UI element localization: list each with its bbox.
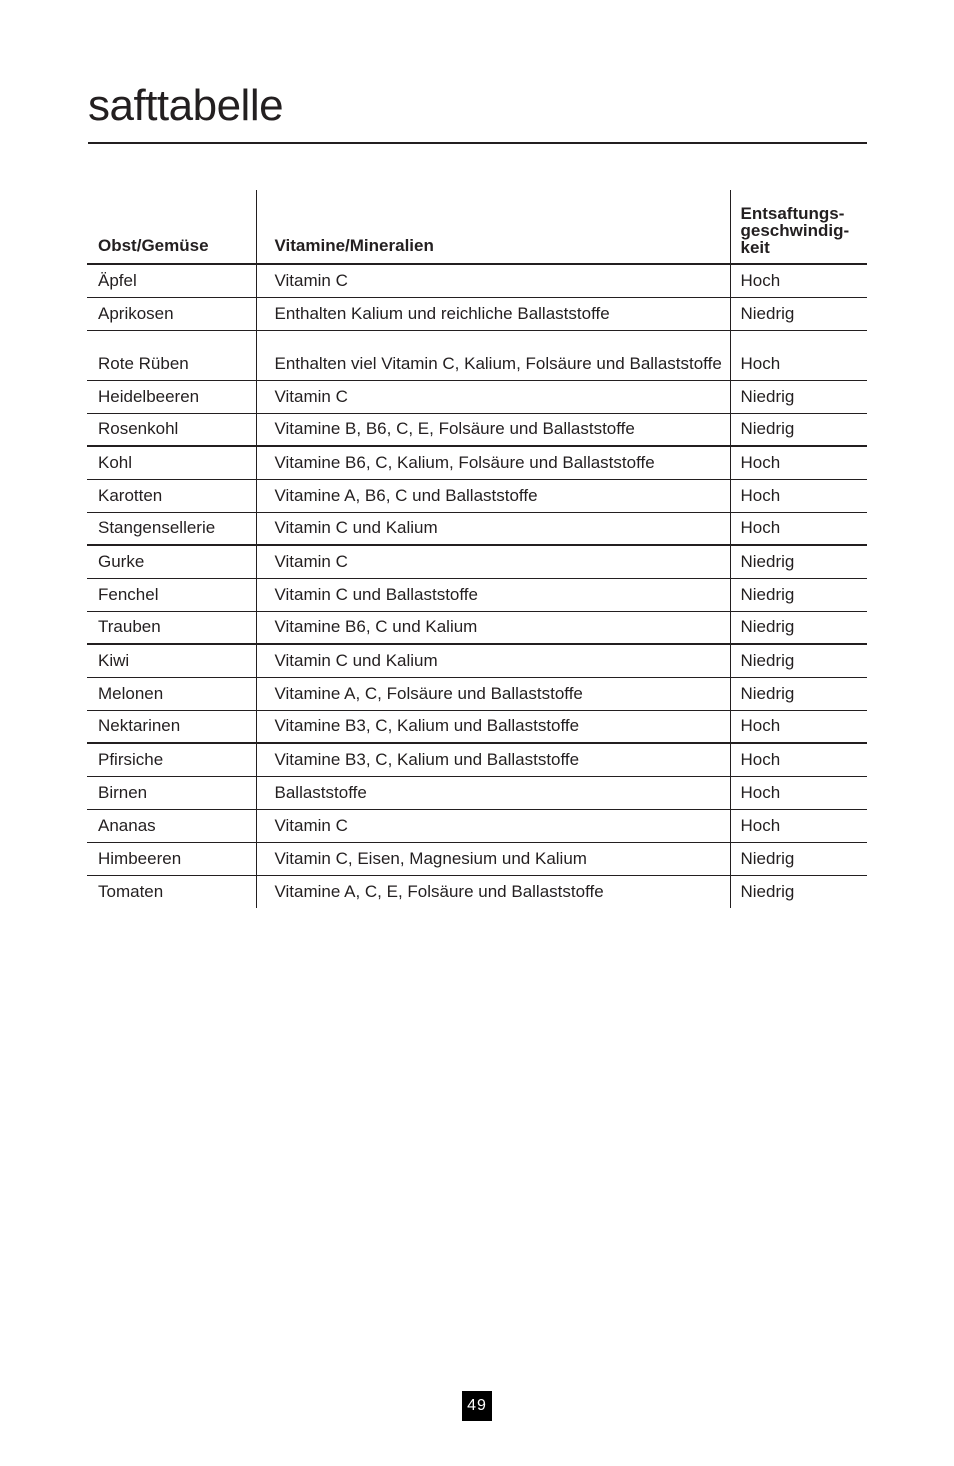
cell-item: Trauben — [87, 611, 256, 644]
cell-nutrients: Vitamine B6, C und Kalium — [256, 611, 730, 644]
cell-nutrients: Vitamine A, B6, C und Ballaststoffe — [256, 479, 730, 512]
cell-speed: Niedrig — [730, 644, 867, 677]
cell-nutrients: Vitamin C und Ballaststoffe — [256, 578, 730, 611]
cell-item: Stangensellerie — [87, 512, 256, 545]
cell-speed: Niedrig — [730, 611, 867, 644]
page-number: 49 — [462, 1391, 492, 1421]
cell-item: Kiwi — [87, 644, 256, 677]
title-divider — [88, 142, 867, 144]
table-row — [87, 512, 867, 545]
table-row — [87, 297, 867, 330]
cell-speed: Hoch — [730, 710, 867, 743]
table-row — [87, 446, 867, 479]
cell-item: Karotten — [87, 479, 256, 512]
cell-speed: Hoch — [730, 809, 867, 842]
cell-speed: Hoch — [730, 264, 867, 297]
cell-item: Himbeeren — [87, 842, 256, 875]
cell-nutrients: Vitamin C, Eisen, Magnesium und Kalium — [256, 842, 730, 875]
cell-nutrients: Vitamin C und Kalium — [256, 644, 730, 677]
cell-speed: Niedrig — [730, 875, 867, 908]
cell-speed: Niedrig — [730, 380, 867, 413]
cell-item: Aprikosen — [87, 297, 256, 330]
header-item: Obst/Gemüse — [87, 190, 256, 264]
cell-speed: Niedrig — [730, 578, 867, 611]
cell-speed: Niedrig — [730, 677, 867, 710]
cell-speed: Hoch — [730, 776, 867, 809]
cell-nutrients: Vitamine B3, C, Kalium und Ballaststoffe — [256, 743, 730, 776]
table-row — [87, 413, 867, 446]
table-row — [87, 809, 867, 842]
cell-nutrients: Vitamin C — [256, 545, 730, 578]
table-header-row — [87, 190, 867, 264]
header-speed — [730, 190, 867, 264]
cell-nutrients: Vitamine A, C, Folsäure und Ballaststoffe — [256, 677, 730, 710]
table-row — [87, 264, 867, 297]
cell-nutrients: Vitamin C — [256, 380, 730, 413]
cell-nutrients: Vitamine A, C, E, Folsäure und Ballaststoffe — [256, 875, 730, 908]
cell-item: Birnen — [87, 776, 256, 809]
header-speed-label: Entsaftungs-geschwindig-keit — [740, 204, 850, 257]
cell-item: Rote Rüben — [87, 330, 256, 380]
table-row — [87, 330, 867, 380]
cell-item: Melonen — [87, 677, 256, 710]
cell-item: Kohl — [87, 446, 256, 479]
cell-speed: Hoch — [730, 743, 867, 776]
cell-nutrients: Enthalten viel Vitamin C, Kalium, Folsäure und Ballaststoffe — [256, 330, 730, 380]
cell-nutrients: Vitamine B6, C, Kalium, Folsäure und Ballaststoffe — [256, 446, 730, 479]
table-row — [87, 776, 867, 809]
cell-nutrients: Ballaststoffe — [256, 776, 730, 809]
cell-nutrients: Enthalten Kalium und reichliche Ballaststoffe — [256, 297, 730, 330]
page-title: safttabelle — [88, 81, 284, 130]
cell-speed: Hoch — [730, 512, 867, 545]
cell-item: Gurke — [87, 545, 256, 578]
cell-nutrients: Vitamin C — [256, 809, 730, 842]
table-row — [87, 611, 867, 644]
cell-speed: Niedrig — [730, 297, 867, 330]
table-row — [87, 545, 867, 578]
cell-speed: Hoch — [730, 330, 867, 380]
cell-item: Nektarinen — [87, 710, 256, 743]
cell-nutrients: Vitamin C — [256, 264, 730, 297]
table-row — [87, 677, 867, 710]
cell-item: Äpfel — [87, 264, 256, 297]
cell-item: Fenchel — [87, 578, 256, 611]
table-row — [87, 875, 867, 908]
cell-speed: Niedrig — [730, 842, 867, 875]
table-row — [87, 578, 867, 611]
cell-nutrients: Vitamine B3, C, Kalium und Ballaststoffe — [256, 710, 730, 743]
cell-nutrients: Vitamin C und Kalium — [256, 512, 730, 545]
cell-speed: Hoch — [730, 479, 867, 512]
table-row — [87, 710, 867, 743]
cell-item: Pfirsiche — [87, 743, 256, 776]
cell-item: Heidelbeeren — [87, 380, 256, 413]
table-row — [87, 644, 867, 677]
cell-nutrients: Vitamine B, B6, C, E, Folsäure und Ballaststoffe — [256, 413, 730, 446]
table-row — [87, 380, 867, 413]
table-row — [87, 743, 867, 776]
table-row — [87, 479, 867, 512]
header-nutrients: Vitamine/Mineralien — [256, 190, 730, 264]
cell-speed: Niedrig — [730, 413, 867, 446]
juice-table — [87, 190, 867, 908]
cell-speed: Niedrig — [730, 545, 867, 578]
cell-item: Tomaten — [98, 882, 164, 901]
cell-speed: Hoch — [730, 446, 867, 479]
cell-item: Ananas — [87, 809, 256, 842]
cell-item: Rosenkohl — [87, 413, 256, 446]
table-row — [87, 842, 867, 875]
